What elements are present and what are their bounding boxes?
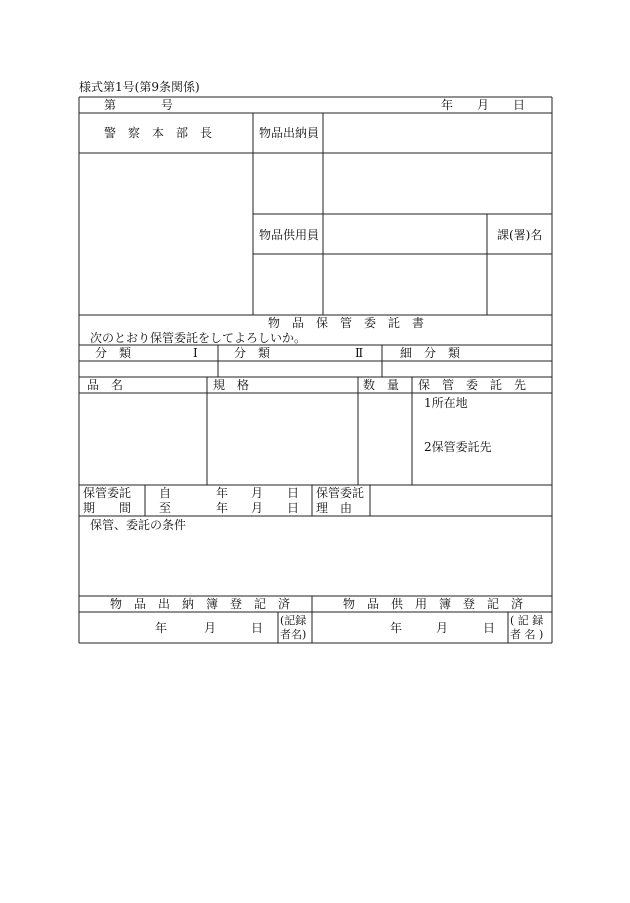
conditions-label: 保管、委託の条件 [90,518,187,532]
user-official-label: 物品供用員 [259,228,320,242]
period-from-month: 月 [251,486,264,500]
period-to-year: 年 [216,501,229,515]
trustee-label: 保 管 委 託 先 [418,378,527,392]
header-day: 日 [513,98,526,112]
document-number-prefix: 第 [104,98,117,112]
usage-month: 月 [436,621,449,635]
class2-label: 分 類 [234,346,271,360]
period-from: 自 [159,486,172,500]
reason-label-line1: 保管委託 [316,486,365,500]
item-name-label: 品 名 [87,378,124,392]
period-from-day: 日 [287,486,300,500]
section-name-label: 課(署)名 [497,228,543,242]
usage-ledger-label: 物 品 供 用 簿 登 記 済 [343,597,524,611]
period-from-year: 年 [216,486,229,500]
custody-recorder-line1: (記録 [280,614,307,627]
period-to: 至 [159,501,172,515]
custodian-label: 物品出納員 [259,126,320,140]
item-qty-label: 数 量 [363,378,400,392]
subclass-label: 細 分 類 [400,346,461,360]
usage-recorder-line1: ( 記 録 [510,614,544,627]
document-title: 物 品 保 管 委 託 書 [268,316,425,330]
custody-ledger-label: 物 品 出 納 簿 登 記 済 [110,597,291,611]
custody-day: 日 [251,621,264,635]
period-label-line2: 期 間 [83,501,132,515]
document-number-suffix: 号 [161,98,174,112]
custody-year: 年 [155,621,168,635]
custody-recorder-line2: 者名) [280,628,307,641]
request-text: 次のとおり保管委託をしてよろしいか。 [90,331,307,345]
location-label: 1所在地 [424,396,468,410]
reason-label-line2: 理 由 [316,501,353,515]
class1-label: 分 類 [95,346,132,360]
usage-recorder-line2: 者 名 ) [510,628,544,641]
usage-day: 日 [483,621,496,635]
period-to-month: 月 [251,501,264,515]
police-chief-label: 警 察 本 部 長 [104,126,213,140]
trustee-name-label: 2保管委託先 [424,440,492,454]
period-label-line1: 保管委託 [83,486,132,500]
class1-mark: Ⅰ [193,346,198,360]
header-year: 年 [441,98,454,112]
period-to-day: 日 [287,501,300,515]
custody-month: 月 [204,621,217,635]
usage-year: 年 [390,621,403,635]
class2-mark: Ⅱ [355,346,364,360]
header-month: 月 [477,98,490,112]
form-number-title: 様式第1号(第9条関係) [79,80,200,94]
item-spec-label: 規 格 [213,378,250,392]
